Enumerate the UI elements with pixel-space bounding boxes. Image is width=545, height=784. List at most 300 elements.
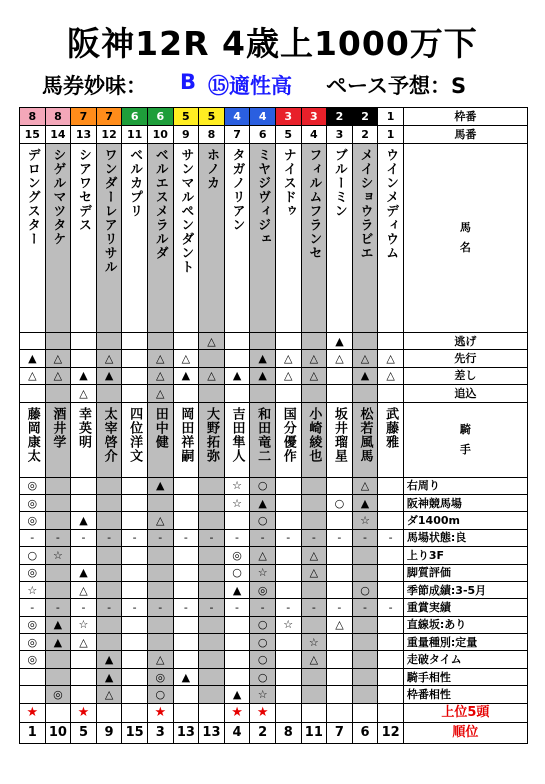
horse-name: シアワセデス	[75, 148, 91, 232]
style-mark	[301, 385, 327, 402]
style-mark: △	[352, 350, 378, 367]
horse-name-cell	[71, 144, 97, 333]
factor-mark: -	[352, 529, 378, 546]
factor-mark	[275, 547, 301, 564]
factor-mark: △	[301, 547, 327, 564]
top5-star	[275, 703, 301, 722]
factor-mark	[96, 616, 122, 633]
rank-value: 11	[301, 722, 327, 743]
style-mark: △	[327, 350, 353, 367]
factor-mark: ◎	[20, 477, 46, 494]
factor-mark: -	[352, 599, 378, 616]
row-label-number: 馬番	[403, 126, 527, 144]
factor-mark: ▲	[173, 668, 199, 685]
factor-mark	[378, 634, 404, 651]
horse-number: 10	[147, 126, 173, 144]
factor-mark	[199, 564, 225, 581]
horse-name: ウインメディウム	[383, 148, 399, 260]
factor-mark	[122, 477, 148, 494]
factor-mark	[224, 651, 250, 668]
horse-number: 8	[199, 126, 225, 144]
style-mark	[96, 385, 122, 402]
factor-mark	[173, 564, 199, 581]
style-mark	[224, 333, 250, 350]
factor-mark	[71, 547, 97, 564]
factor-row	[20, 616, 528, 633]
jockey-name: 小崎綾也	[306, 406, 322, 463]
style-mark: ▲	[352, 367, 378, 384]
style-row-escape	[20, 333, 528, 350]
factor-mark	[199, 634, 225, 651]
page-title: 阪神12R 4歳上1000万下	[67, 24, 478, 63]
jockey-name: 幸英明	[75, 406, 91, 449]
jockey-cell	[122, 402, 148, 477]
factor-mark: ☆	[45, 547, 71, 564]
style-mark	[378, 385, 404, 402]
factor-mark	[352, 634, 378, 651]
top5-star: ★	[147, 703, 173, 722]
style-mark: ▲	[250, 350, 276, 367]
top5-star	[378, 703, 404, 722]
factor-mark: ◎	[20, 564, 46, 581]
factor-mark	[378, 512, 404, 529]
style-mark: ▲	[327, 333, 353, 350]
factor-mark	[122, 616, 148, 633]
rank-value: 8	[275, 722, 301, 743]
factor-mark: -	[96, 529, 122, 546]
jockey-cell	[224, 402, 250, 477]
frame-cell: 7	[96, 108, 122, 126]
factor-row	[20, 529, 528, 546]
factor-mark	[275, 477, 301, 494]
factor-mark	[71, 651, 97, 668]
factor-mark	[275, 581, 301, 598]
horse-number: 14	[45, 126, 71, 144]
top5-star: ★	[20, 703, 46, 722]
factor-mark	[199, 616, 225, 633]
factor-row	[20, 686, 528, 703]
factor-mark: -	[250, 599, 276, 616]
factor-mark	[275, 494, 301, 511]
factor-label: 騎手相性	[403, 668, 527, 685]
factor-mark: ◎	[250, 581, 276, 598]
factor-mark	[45, 651, 71, 668]
factor-mark	[45, 581, 71, 598]
frame-cell: 2	[327, 108, 353, 126]
factor-row	[20, 477, 528, 494]
jockey-name: 藤岡康太	[24, 406, 40, 463]
factor-mark	[173, 547, 199, 564]
style-mark	[122, 350, 148, 367]
factor-mark	[327, 581, 353, 598]
frame-cell: 4	[224, 108, 250, 126]
factor-mark: ▲	[352, 494, 378, 511]
factor-label: 重賞実績	[403, 599, 527, 616]
factor-mark	[45, 512, 71, 529]
factor-label: 枠番相性	[403, 686, 527, 703]
style-mark: △	[45, 350, 71, 367]
horse-number: 13	[71, 126, 97, 144]
factor-mark	[378, 547, 404, 564]
jockey-name: 四位洋文	[127, 406, 143, 463]
factor-row	[20, 494, 528, 511]
factor-mark: ○	[250, 651, 276, 668]
horse-name: デロングスター	[24, 148, 40, 246]
style-mark: ▲	[96, 367, 122, 384]
factor-mark	[352, 686, 378, 703]
factor-mark: △	[301, 564, 327, 581]
jockey-name: 吉田隼人	[229, 406, 245, 463]
style-mark	[96, 333, 122, 350]
factor-mark: -	[20, 529, 46, 546]
jockey-cell	[199, 402, 225, 477]
factor-mark: -	[378, 599, 404, 616]
style-row-lead	[20, 350, 528, 367]
factor-row	[20, 547, 528, 564]
factor-row	[20, 599, 528, 616]
factor-mark	[378, 668, 404, 685]
factor-mark	[275, 634, 301, 651]
jockey-cell	[71, 402, 97, 477]
factor-mark: △	[147, 512, 173, 529]
jockey-name: 岡田祥嗣	[178, 406, 194, 463]
factor-mark: -	[301, 529, 327, 546]
jockey-cell	[327, 402, 353, 477]
row-label-name: 馬 名	[403, 144, 527, 333]
horse-name-cell	[275, 144, 301, 333]
factor-mark	[173, 494, 199, 511]
factor-mark	[147, 547, 173, 564]
jockey-cell	[250, 402, 276, 477]
style-mark	[71, 333, 97, 350]
factor-mark	[122, 651, 148, 668]
value-rating-label: 馬券妙味：	[42, 74, 147, 98]
factor-mark	[96, 564, 122, 581]
horse-name-cell	[147, 144, 173, 333]
jockey-name: 和田竜二	[255, 406, 271, 463]
factor-mark	[352, 564, 378, 581]
row-label-jockey: 騎 手	[403, 402, 527, 477]
factor-mark	[96, 477, 122, 494]
factor-mark: ◎	[147, 668, 173, 685]
factor-mark	[122, 564, 148, 581]
factor-mark: ▲	[71, 512, 97, 529]
factor-mark: ☆	[71, 616, 97, 633]
horse-name-cell	[301, 144, 327, 333]
jockey-cell	[378, 402, 404, 477]
row-label-chase: 追込	[403, 385, 527, 402]
jockey-cell	[147, 402, 173, 477]
factor-mark	[45, 668, 71, 685]
factor-mark	[327, 651, 353, 668]
rank-value: 6	[352, 722, 378, 743]
factor-mark	[45, 494, 71, 511]
factor-mark	[301, 512, 327, 529]
factor-mark	[173, 581, 199, 598]
rank-value: 12	[378, 722, 404, 743]
factor-mark: ○	[250, 477, 276, 494]
top5-star	[45, 703, 71, 722]
style-mark: △	[71, 385, 97, 402]
horse-name-cell	[327, 144, 353, 333]
style-mark: △	[275, 350, 301, 367]
name-row	[20, 144, 528, 333]
factor-mark: ▲	[96, 651, 122, 668]
factor-mark	[327, 686, 353, 703]
factor-mark	[147, 581, 173, 598]
factor-mark: -	[173, 529, 199, 546]
jockey-cell	[173, 402, 199, 477]
horse-number: 4	[301, 126, 327, 144]
horse-number: 15	[20, 126, 46, 144]
factor-mark: △	[71, 581, 97, 598]
style-mark	[20, 385, 46, 402]
factor-mark: ☆	[275, 616, 301, 633]
frame-cell: 2	[352, 108, 378, 126]
rank-value: 13	[199, 722, 225, 743]
factor-mark	[199, 547, 225, 564]
style-mark: ▲	[224, 367, 250, 384]
style-mark: △	[301, 350, 327, 367]
style-mark	[199, 385, 225, 402]
factor-mark: ◎	[20, 616, 46, 633]
factor-mark	[96, 547, 122, 564]
horse-name: メイショウラビエ	[357, 148, 373, 260]
style-mark	[20, 333, 46, 350]
factor-mark	[275, 651, 301, 668]
factor-mark: ○	[20, 547, 46, 564]
factor-mark	[199, 686, 225, 703]
factor-mark	[96, 581, 122, 598]
factor-mark: △	[352, 477, 378, 494]
factor-mark	[352, 616, 378, 633]
frame-row	[20, 108, 528, 126]
style-mark: △	[301, 367, 327, 384]
factor-mark	[20, 668, 46, 685]
factor-mark	[71, 477, 97, 494]
style-mark	[352, 333, 378, 350]
frame-cell: 3	[301, 108, 327, 126]
factor-mark	[378, 616, 404, 633]
factor-mark	[378, 494, 404, 511]
factor-mark: ○	[147, 686, 173, 703]
style-mark	[378, 333, 404, 350]
factor-mark	[173, 634, 199, 651]
factor-label: 脚質評価	[403, 564, 527, 581]
prediction-table	[19, 107, 528, 744]
factor-mark	[122, 547, 148, 564]
jockey-name: 武藤雅	[383, 406, 399, 449]
style-mark: △	[378, 367, 404, 384]
factor-mark: ▲	[45, 634, 71, 651]
factor-mark	[147, 634, 173, 651]
factor-mark	[147, 494, 173, 511]
factor-mark: ☆	[352, 512, 378, 529]
horse-name-cell	[199, 144, 225, 333]
rank-value: 5	[71, 722, 97, 743]
factor-mark	[122, 668, 148, 685]
factor-mark	[96, 494, 122, 511]
style-mark	[250, 385, 276, 402]
factor-mark: -	[147, 599, 173, 616]
horse-number: 2	[352, 126, 378, 144]
factor-mark: ☆	[20, 581, 46, 598]
factor-mark	[199, 581, 225, 598]
value-rating-grade: B	[180, 70, 197, 94]
jockey-name: 田中健	[152, 406, 168, 449]
frame-cell: 7	[71, 108, 97, 126]
factor-mark: -	[327, 599, 353, 616]
factor-mark	[173, 686, 199, 703]
factor-mark: ○	[327, 494, 353, 511]
factor-mark	[122, 686, 148, 703]
factor-mark: -	[224, 529, 250, 546]
style-mark	[327, 385, 353, 402]
horse-name: ワンダーレアリサル	[101, 148, 117, 274]
factor-mark: -	[199, 599, 225, 616]
style-mark	[45, 385, 71, 402]
style-mark: ▲	[250, 367, 276, 384]
jockey-name: 坂井瑠星	[331, 406, 347, 463]
style-mark: △	[96, 350, 122, 367]
jockey-cell	[96, 402, 122, 477]
jockey-cell	[301, 402, 327, 477]
factor-mark	[173, 616, 199, 633]
style-mark: △	[45, 367, 71, 384]
factor-mark	[327, 564, 353, 581]
style-mark	[199, 350, 225, 367]
style-mark: ▲	[20, 350, 46, 367]
pace-forecast: ペース予想：S	[326, 74, 467, 98]
factor-mark	[378, 651, 404, 668]
horse-number: 12	[96, 126, 122, 144]
factor-mark	[327, 668, 353, 685]
jockey-name: 大野拓弥	[203, 406, 219, 463]
factor-mark	[301, 686, 327, 703]
style-mark	[224, 385, 250, 402]
factor-mark	[45, 564, 71, 581]
factor-mark: ▲	[224, 581, 250, 598]
horse-name: ブルーミン	[331, 148, 347, 218]
factor-mark	[199, 668, 225, 685]
horse-name-cell	[224, 144, 250, 333]
horse-name-cell	[173, 144, 199, 333]
style-mark: △	[199, 333, 225, 350]
frame-cell: 5	[173, 108, 199, 126]
top5-star: ★	[224, 703, 250, 722]
factor-mark: ☆	[224, 477, 250, 494]
factor-mark: ☆	[301, 634, 327, 651]
top5-star: ★	[250, 703, 276, 722]
jockey-row	[20, 402, 528, 477]
style-row-close	[20, 367, 528, 384]
frame-cell: 8	[45, 108, 71, 126]
style-mark	[71, 350, 97, 367]
horse-number: 7	[224, 126, 250, 144]
factor-mark	[352, 668, 378, 685]
factor-label: 重量種別:定量	[403, 634, 527, 651]
horse-name: フィルムフランセ	[306, 148, 322, 260]
factor-mark: -	[378, 529, 404, 546]
factor-mark	[45, 477, 71, 494]
jockey-cell	[20, 402, 46, 477]
row-label-lead: 先行	[403, 350, 527, 367]
horse-number: 11	[122, 126, 148, 144]
factor-mark: -	[96, 599, 122, 616]
factor-mark: -	[122, 599, 148, 616]
style-mark	[275, 385, 301, 402]
style-mark	[250, 333, 276, 350]
factor-mark	[301, 477, 327, 494]
factor-mark	[224, 634, 250, 651]
factor-mark: ☆	[250, 564, 276, 581]
top5-star	[327, 703, 353, 722]
factor-mark	[122, 634, 148, 651]
style-mark: △	[147, 385, 173, 402]
horse-name-cell	[45, 144, 71, 333]
factor-label: 右周り	[403, 477, 527, 494]
horse-number: 3	[327, 126, 353, 144]
horse-name-cell	[378, 144, 404, 333]
factor-mark: ◎	[20, 634, 46, 651]
top5-star	[352, 703, 378, 722]
factor-mark: -	[275, 599, 301, 616]
factor-mark	[199, 494, 225, 511]
factor-mark: ○	[250, 634, 276, 651]
factor-mark: ◎	[45, 686, 71, 703]
factor-mark: ▲	[147, 477, 173, 494]
factor-mark	[275, 564, 301, 581]
style-mark	[224, 350, 250, 367]
factor-row	[20, 581, 528, 598]
factor-row	[20, 651, 528, 668]
factor-label: 季節成績:3-5月	[403, 581, 527, 598]
factor-mark: -	[275, 529, 301, 546]
factor-mark	[96, 634, 122, 651]
horse-name: シゲルマツタケ	[50, 148, 66, 246]
jockey-name: 松若風馬	[357, 406, 373, 463]
frame-cell: 5	[199, 108, 225, 126]
top5-star	[173, 703, 199, 722]
factor-mark: △	[250, 547, 276, 564]
style-mark: △	[199, 367, 225, 384]
row-label-frame: 枠番	[403, 108, 527, 126]
factor-label: 上り3F	[403, 547, 527, 564]
rank-value: 7	[327, 722, 353, 743]
rank-value: 10	[45, 722, 71, 743]
factor-mark	[327, 477, 353, 494]
row-label-top5: 上位5頭	[403, 703, 527, 722]
factor-row	[20, 634, 528, 651]
factor-row	[20, 564, 528, 581]
horse-name: ナイスドゥ	[280, 148, 296, 218]
factor-mark: △	[71, 634, 97, 651]
style-mark	[122, 333, 148, 350]
factor-mark: ○	[250, 616, 276, 633]
top5-star	[96, 703, 122, 722]
frame-cell: 8	[20, 108, 46, 126]
style-mark: △	[147, 350, 173, 367]
factor-mark: -	[199, 529, 225, 546]
frame-cell: 4	[250, 108, 276, 126]
factor-mark: ◎	[20, 494, 46, 511]
jockey-cell	[275, 402, 301, 477]
horse-name: タガノリアン	[229, 148, 245, 232]
row-label-rank: 順位	[403, 722, 527, 743]
style-mark	[301, 333, 327, 350]
factor-mark: -	[224, 599, 250, 616]
factor-mark: -	[45, 529, 71, 546]
